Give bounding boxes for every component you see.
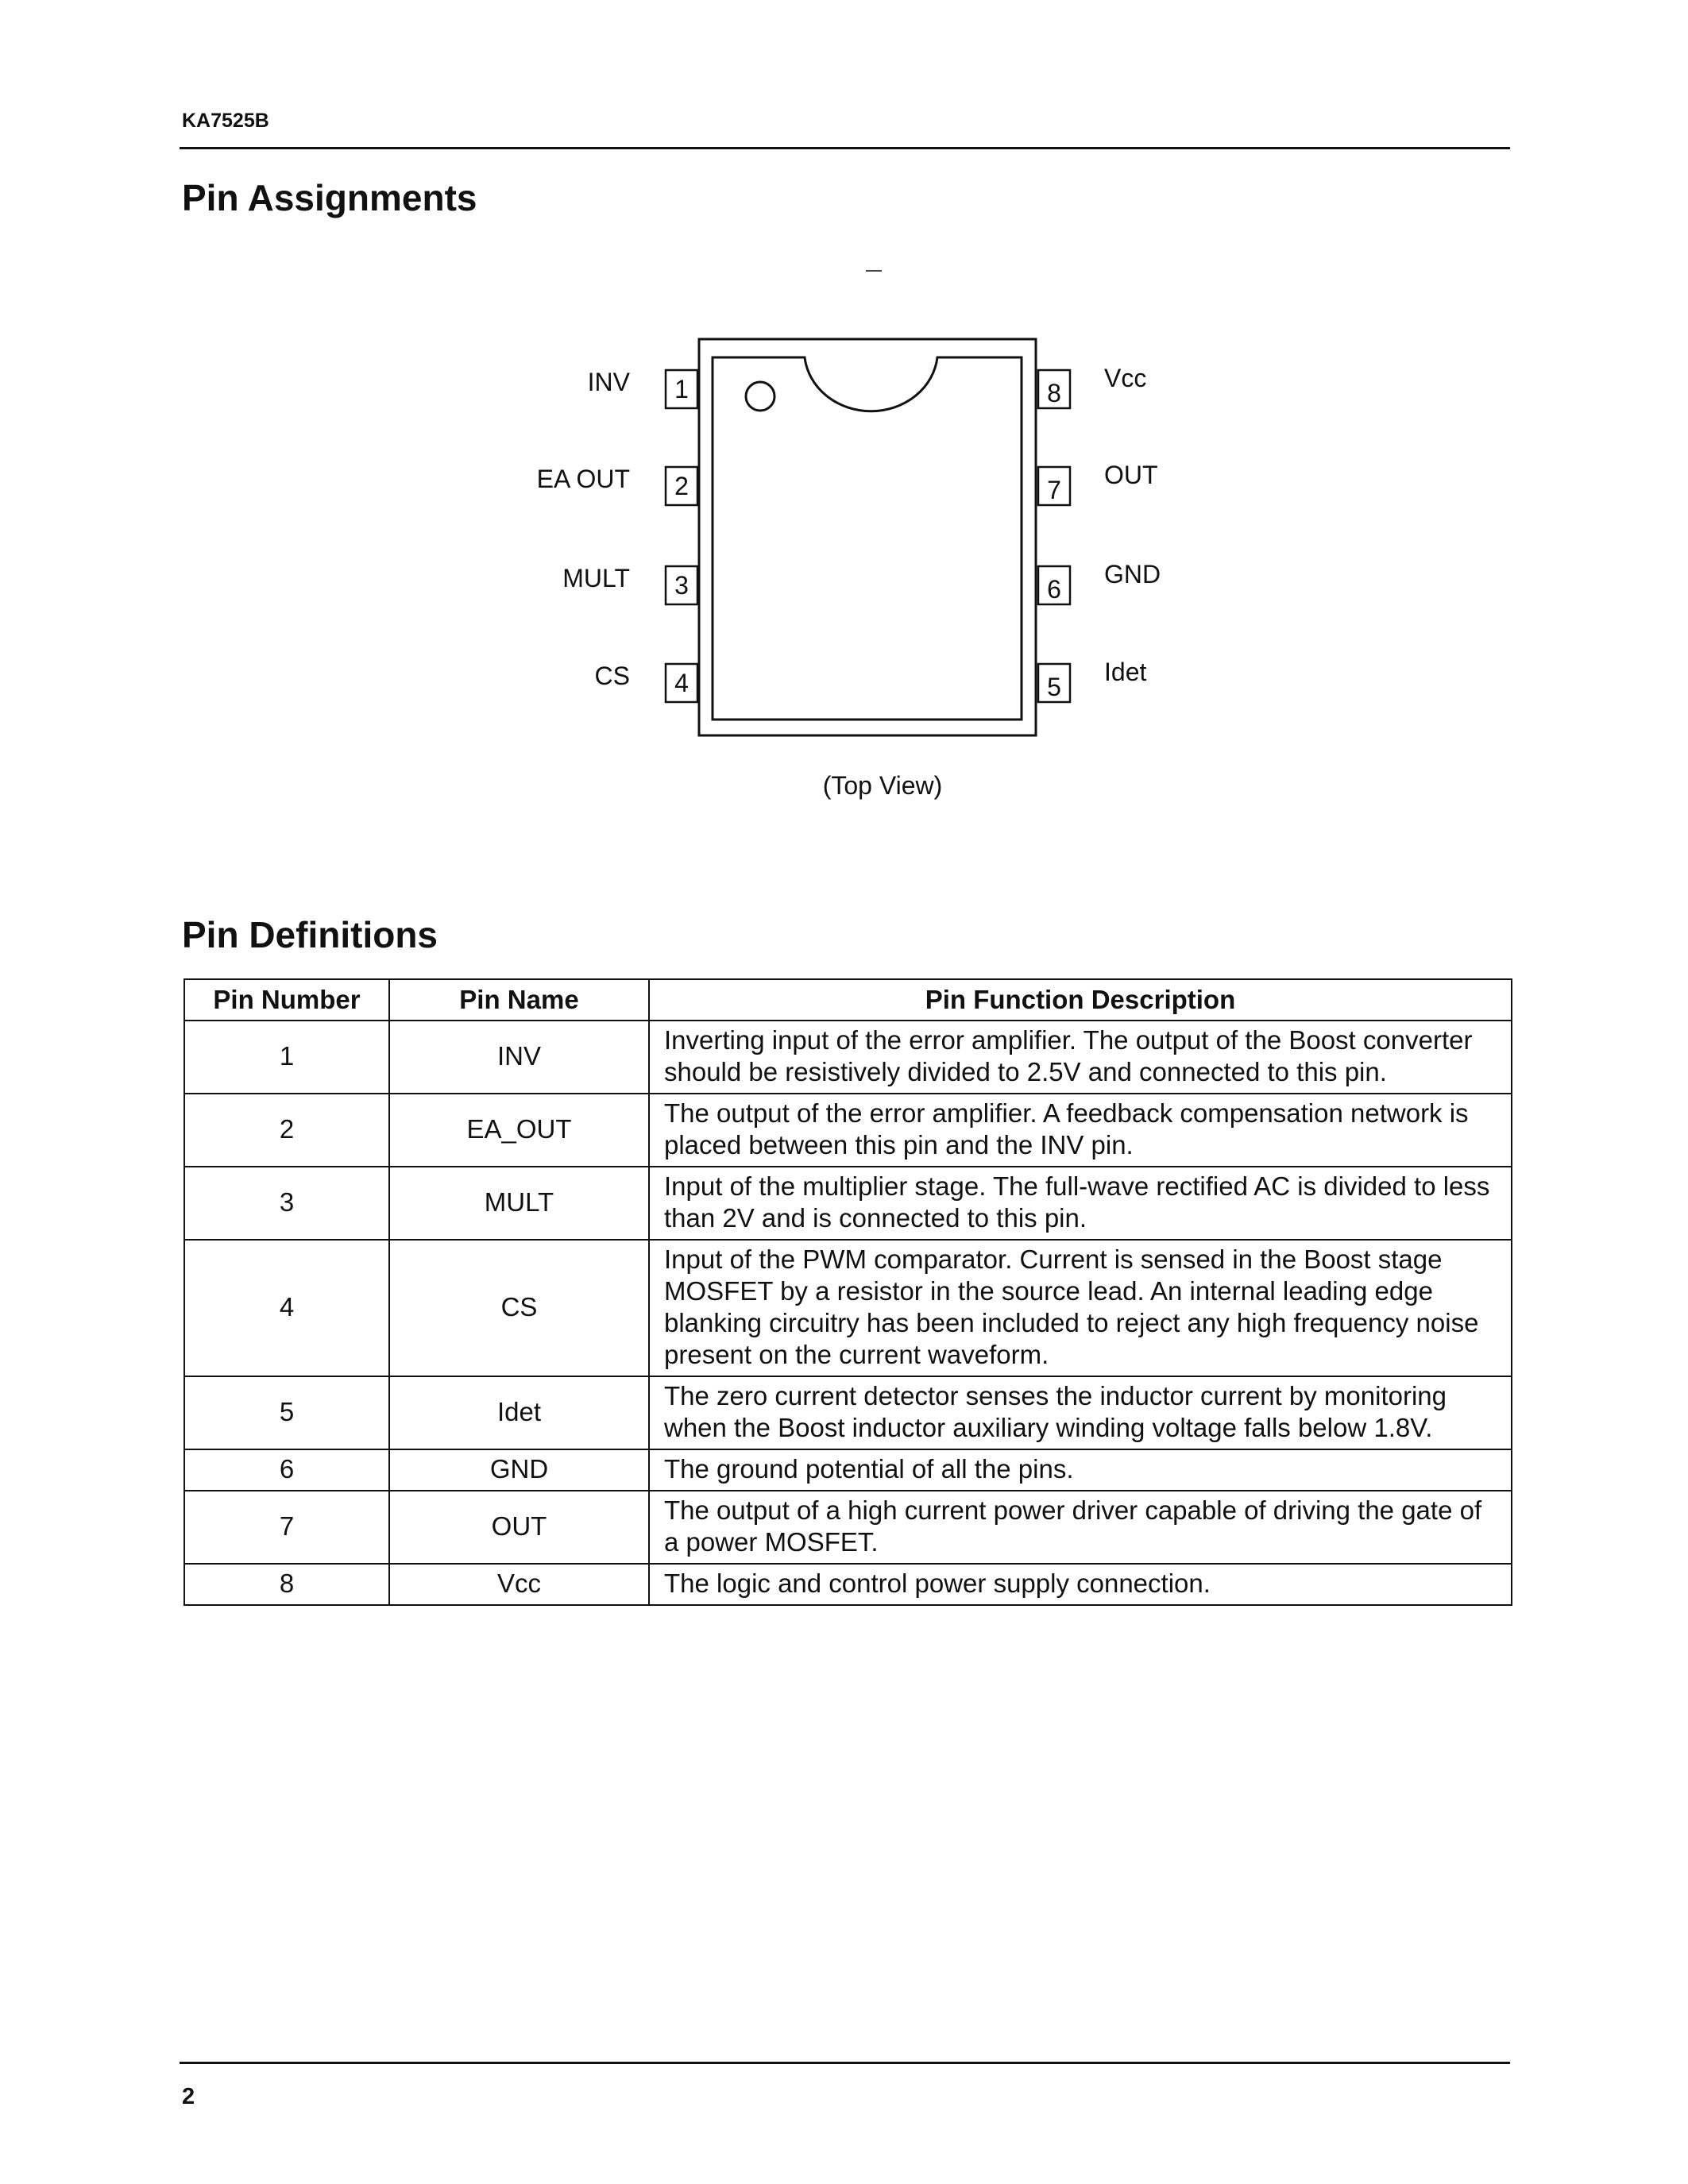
pin-1-label: INV — [587, 368, 630, 396]
pin1-indicator-dot — [746, 382, 774, 411]
pin-definitions-title: Pin Definitions — [182, 914, 438, 955]
pin-4-number: 4 — [674, 669, 689, 697]
package-outer-outline — [699, 339, 1036, 735]
pin-6-number: 6 — [1047, 575, 1061, 604]
pin-description-cell: The zero current detector senses the inductor current by monitoring when the Boost inductor auxiliary winding voltage falls below 1.8V. — [649, 1376, 1512, 1449]
pin-number-cell: 6 — [184, 1449, 389, 1491]
pin-3-number: 3 — [674, 571, 689, 600]
table-row — [184, 1376, 1512, 1449]
top-view-label: (Top View) — [822, 771, 943, 800]
table-row — [184, 1240, 1512, 1376]
header-pin-function: Pin Function Description — [649, 979, 1512, 1021]
pin-description-cell: The output of the error amplifier. A feedback compensation network is placed between this pin and the INV pin. — [649, 1094, 1512, 1167]
pin-8-label: Vcc — [1104, 364, 1147, 392]
pin-number-cell: 4 — [184, 1240, 389, 1376]
header-pin-number: Pin Number — [184, 979, 389, 1021]
pin-description-cell: The output of a high current power driver capable of driving the gate of a power MOSFET. — [649, 1491, 1512, 1564]
pin-6-label: GND — [1104, 560, 1161, 588]
pin-5-label: Idet — [1104, 658, 1147, 686]
pinout-diagram — [0, 0, 1688, 874]
pin-number-cell: 2 — [184, 1094, 389, 1167]
table-row — [184, 1449, 1512, 1491]
pin-7-number: 7 — [1047, 476, 1061, 504]
pin-number-cell: 1 — [184, 1021, 389, 1094]
pin-name-cell: OUT — [389, 1491, 649, 1564]
pin-description-cell: The ground potential of all the pins. — [649, 1449, 1512, 1491]
pin-4-label: CS — [594, 662, 630, 690]
table-row — [184, 1564, 1512, 1605]
pin-name-cell: GND — [389, 1449, 649, 1491]
pin-name-cell: Idet — [389, 1376, 649, 1449]
pin-number-cell: 3 — [184, 1167, 389, 1240]
table-row — [184, 1167, 1512, 1240]
pin-name-cell: CS — [389, 1240, 649, 1376]
table-row — [184, 1094, 1512, 1167]
footer-divider — [180, 2062, 1510, 2064]
pin-2-label: EA OUT — [536, 465, 630, 493]
pin-5-number: 5 — [1047, 673, 1061, 701]
header-pin-name: Pin Name — [389, 979, 649, 1021]
pin-description-cell: The logic and control power supply connection. — [649, 1564, 1512, 1605]
pin-name-cell: MULT — [389, 1167, 649, 1240]
pin-number-cell: 8 — [184, 1564, 389, 1605]
pin-name-cell: Vcc — [389, 1564, 649, 1605]
page-number: 2 — [182, 2084, 195, 2109]
pin-8-number: 8 — [1047, 379, 1061, 407]
pin-name-cell: INV — [389, 1021, 649, 1094]
pin-description-cell: Inverting input of the error amplifier. The output of the Boost converter should be resistively divided to 2.5V and connected to this pin. — [649, 1021, 1512, 1094]
pin-name-cell: EA_OUT — [389, 1094, 649, 1167]
table-row — [184, 1021, 1512, 1094]
pin-7-label: OUT — [1104, 461, 1158, 489]
pin-2-number: 2 — [674, 472, 689, 500]
pin-definitions-table — [183, 978, 1512, 1606]
pin-assignments-title: Pin Assignments — [182, 177, 477, 218]
table-header-row — [184, 979, 1512, 1021]
table-row — [184, 1491, 1512, 1564]
pin-description-cell: Input of the PWM comparator. Current is sensed in the Boost stage MOSFET by a resistor in the source lead. An internal leading edge blanking circuitry has been included to reject any high frequency noise present on the current waveform. — [649, 1240, 1512, 1376]
pin-1-number: 1 — [674, 375, 689, 403]
pin-3-label: MULT — [562, 564, 630, 592]
header-part-number: KA7525B — [182, 110, 269, 132]
pin-description-cell: Input of the multiplier stage. The full-wave rectified AC is divided to less than 2V and is connected to this pin. — [649, 1167, 1512, 1240]
pin-number-cell: 5 — [184, 1376, 389, 1449]
pin-number-cell: 7 — [184, 1491, 389, 1564]
